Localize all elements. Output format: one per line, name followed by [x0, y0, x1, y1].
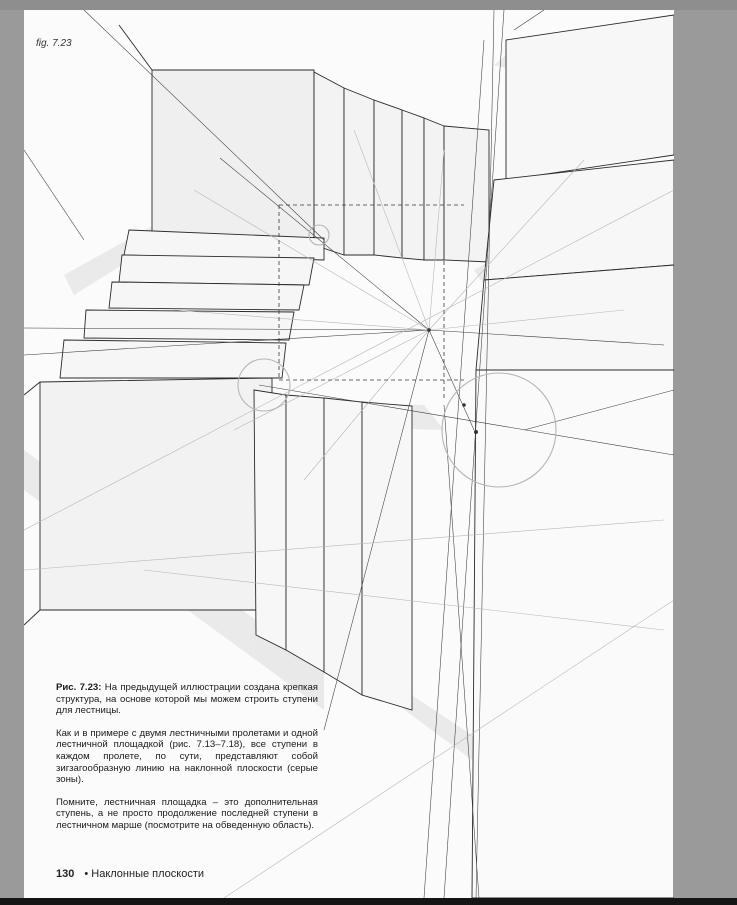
caption-paragraph-2: Как и в примере с двумя лестничными пролетами и одной лестничной площадкой (рис. 7.13–7.18), все ступени в каждом пролете, по сути, представляют собой зигзагообразную линию на наклонной плоскости (серые зоны).	[56, 727, 318, 786]
figure-label: fig. 7.23	[36, 38, 72, 49]
document-page	[24, 10, 674, 898]
landing-block	[24, 378, 272, 625]
left-steps	[60, 230, 324, 378]
caption-paragraph-3: Помните, лестничная площадка – это дополнительная ступень, а не просто продолжение последней ступени в лестничном марше (посмотрите на обведенную область).	[56, 796, 318, 831]
caption-text-1: На предыдущей иллюстрации создана крепкая структура, на основе которой мы можем строить ступени для лестницы.	[56, 682, 318, 717]
viewer-bottom-bar	[0, 898, 737, 905]
upper-stair-risers	[314, 72, 489, 262]
page-number: 130	[56, 868, 75, 880]
page-footer	[56, 868, 204, 880]
caption-paragraph-1	[56, 682, 318, 717]
viewer-top-bar	[0, 0, 737, 10]
figure-caption	[56, 682, 318, 843]
upper-wall-block	[119, 25, 314, 245]
chapter-title: • Наклонные плоскости	[84, 868, 205, 880]
right-wall-blocks	[472, 15, 674, 898]
caption-lead: Рис. 7.23:	[56, 682, 102, 693]
